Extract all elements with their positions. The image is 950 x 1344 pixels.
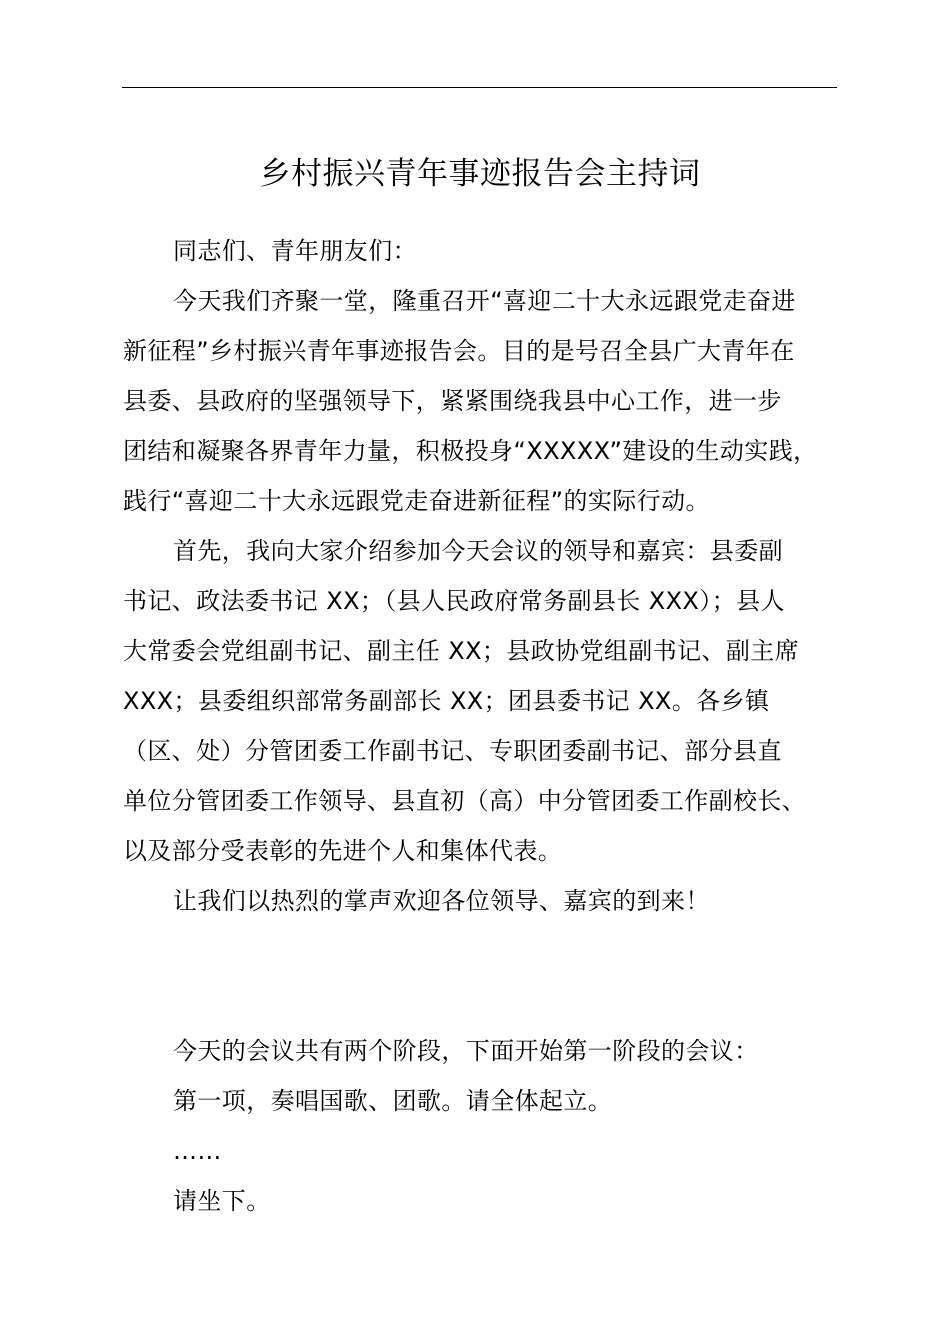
paragraph-line: 团结和凝聚各界青年力量，积极投身“XXXXX”建设的生动实践， — [123, 437, 818, 465]
paragraph-line: 单位分管团委工作领导、县直初（高）中分管团委工作副校长、 — [123, 787, 807, 815]
paragraph-line: 以及部分受表彰的先进个人和集体代表。 — [123, 837, 563, 865]
header-rule — [122, 87, 837, 88]
paragraph-line: XXX；县委组织部常务副部长 XX；团县委书记 XX。各乡镇 — [123, 687, 770, 715]
paragraph-line: 请坐下。 — [173, 1187, 271, 1215]
paragraph-line: 县委、县政府的坚强领导下，紧紧围绕我县中心工作，进一步 — [123, 387, 782, 415]
paragraph-line: 大常委会党组副书记、副主任 XX；县政协党组副书记、副主席 — [123, 637, 800, 665]
paragraph-line: 让我们以热烈的掌声欢迎各位领导、嘉宾的到来！ — [173, 887, 710, 915]
blank-space — [123, 926, 873, 1026]
paragraph-line: 践行“喜迎二十大永远跟党走奋进新征程”的实际行动。 — [123, 487, 710, 515]
paragraph-line: 首先，我向大家介绍参加今天会议的领导和嘉宾：县委副 — [173, 537, 783, 565]
paragraph-line: 新征程”乡村振兴青年事迹报告会。目的是号召全县广大青年在 — [123, 337, 795, 365]
salutation: 同志们、青年朋友们： — [173, 237, 417, 265]
paragraph-line: 今天我们齐聚一堂，隆重召开“喜迎二十大永远跟党走奋进 — [173, 287, 796, 315]
document-title: 乡村振兴青年事迹报告会主持词 — [259, 156, 701, 192]
ellipsis-line: …… — [173, 1137, 222, 1165]
paragraph-line: 书记、政法委书记 XX；（县人民政府常务副县长 XXX）；县人 — [123, 587, 785, 615]
paragraph-line: 今天的会议共有两个阶段，下面开始第一阶段的会议： — [173, 1037, 759, 1065]
paragraph-line: （区、处）分管团委工作副书记、专职团委副书记、部分县直 — [123, 737, 782, 765]
document-body — [123, 226, 873, 1226]
paragraph-line: 第一项，奏唱国歌、团歌。请全体起立。 — [173, 1087, 613, 1115]
